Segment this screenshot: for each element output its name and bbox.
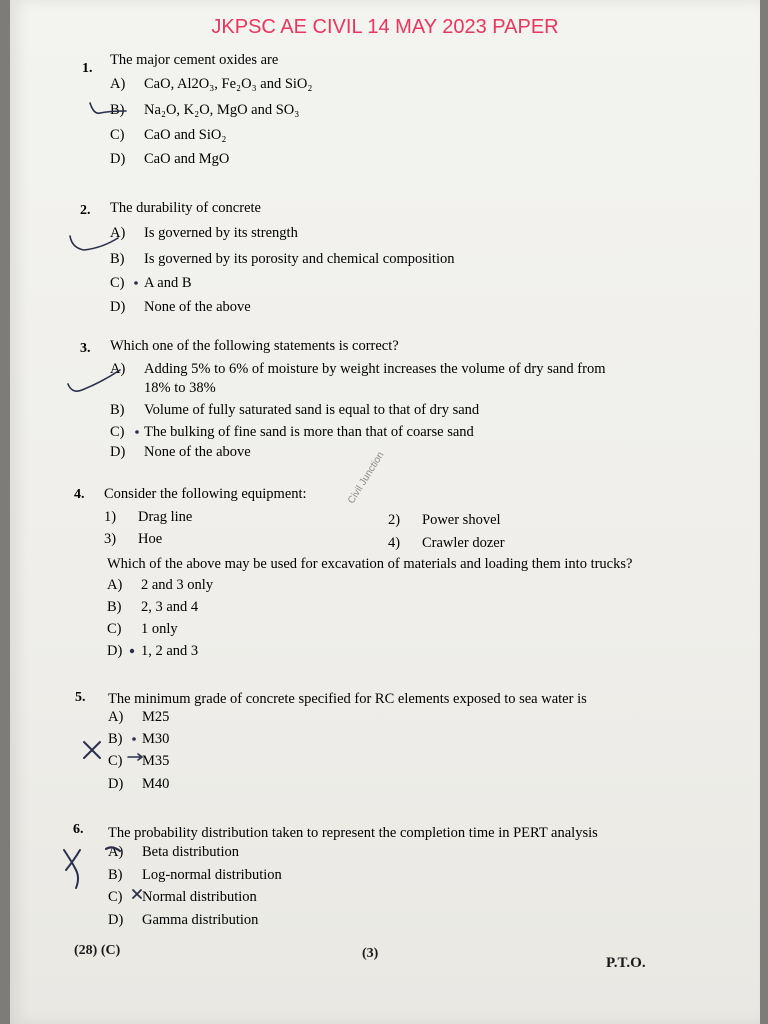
tick-mark-q2 bbox=[70, 236, 118, 250]
equipment-item-1: 1) Drag line bbox=[104, 509, 193, 525]
cross-mark-q6 bbox=[64, 850, 80, 888]
question-number: 4. bbox=[74, 487, 85, 502]
footer-page-number: (3) bbox=[362, 946, 379, 961]
option-a: A) Beta distribution bbox=[108, 844, 240, 860]
option-b: B) 2, 3 and 4 bbox=[107, 599, 199, 615]
option-a: A) CaO, Al2O₃, Fe₂O₃ and SiO₂ bbox=[110, 76, 313, 92]
equipment-item-2: 2) Power shovel bbox=[388, 512, 501, 528]
exam-paper-sheet bbox=[10, 0, 760, 1024]
equipment-item-4: 4) Crawler dozer bbox=[388, 535, 505, 551]
option-b: B) Is governed by its porosity and chemical composition bbox=[110, 251, 455, 267]
question-text: Which one of the following statements is correct? bbox=[110, 338, 399, 354]
footer-pto: P.T.O. bbox=[606, 955, 646, 971]
paper-title: JKPSC AE CIVIL 14 MAY 2023 PAPER bbox=[211, 16, 559, 38]
option-c: C) M35 bbox=[108, 753, 170, 769]
arrow-mark-q5 bbox=[128, 754, 142, 760]
question-text: The durability of concrete bbox=[110, 200, 261, 216]
watermark: Civil Junction bbox=[346, 450, 387, 506]
cross-mark-q5 bbox=[84, 742, 100, 758]
option-c: C) Normal distribution bbox=[108, 889, 257, 905]
option-a: A) Is governed by its strength bbox=[110, 225, 298, 241]
option-d: D) None of the above bbox=[110, 299, 251, 315]
tick-mark-q1 bbox=[90, 103, 126, 113]
dot-mark-q4-d bbox=[130, 649, 134, 653]
question-text: The minimum grade of concrete specified for RC elements exposed to sea water is bbox=[108, 691, 587, 707]
handwritten-marks bbox=[10, 0, 760, 1024]
option-b: B) M30 bbox=[108, 731, 170, 747]
option-a: A) M25 bbox=[108, 709, 170, 725]
mark-q6-c bbox=[133, 890, 141, 898]
dot-mark-q2-c bbox=[134, 281, 138, 285]
equipment-item-3: 3) Hoe bbox=[104, 531, 163, 547]
dot-mark-q5-b bbox=[132, 737, 136, 741]
question-number: 5. bbox=[75, 690, 86, 705]
question-text: The probability distribution taken to represent the completion time in PERT analysis bbox=[108, 825, 598, 841]
footer-code: (28) (C) bbox=[74, 943, 121, 958]
option-d: D) CaO and MgO bbox=[110, 151, 230, 167]
option-a-continuation: 18% to 38% bbox=[144, 380, 216, 396]
question-text: Consider the following equipment: bbox=[104, 486, 307, 502]
option-b: B) Na₂O, K₂O, MgO and SO₃ bbox=[110, 102, 300, 118]
option-b: B) Volume of fully saturated sand is equal to that of dry sand bbox=[110, 402, 480, 418]
option-c: C) A and B bbox=[110, 275, 192, 291]
option-c: C) CaO and SiO₂ bbox=[110, 127, 227, 143]
dot-mark-q3-c bbox=[135, 430, 139, 434]
option-d: D) None of the above bbox=[110, 444, 251, 460]
question-text: The major cement oxides are bbox=[110, 52, 279, 68]
question-number: 6. bbox=[73, 822, 84, 837]
option-d: D) Gamma distribution bbox=[108, 912, 259, 928]
question-number: 2. bbox=[80, 203, 91, 218]
question-subtext: Which of the above may be used for excavation of materials and loading them into trucks? bbox=[107, 556, 633, 572]
question-number: 1. bbox=[82, 61, 93, 76]
option-b: B) Log-normal distribution bbox=[108, 867, 282, 883]
option-d: D) 1, 2 and 3 bbox=[107, 643, 199, 659]
option-a: A) 2 and 3 only bbox=[107, 577, 214, 593]
option-a: A) Adding 5% to 6% of moisture by weight increases the volume of dry sand from bbox=[110, 361, 606, 377]
tick-mark-q3 bbox=[68, 370, 120, 391]
question-number: 3. bbox=[80, 341, 91, 356]
option-d: D) M40 bbox=[108, 776, 170, 792]
option-c: C) The bulking of fine sand is more than that of coarse sand bbox=[110, 424, 474, 440]
option-c: C) 1 only bbox=[107, 621, 178, 637]
mark-q6-a bbox=[106, 847, 120, 851]
